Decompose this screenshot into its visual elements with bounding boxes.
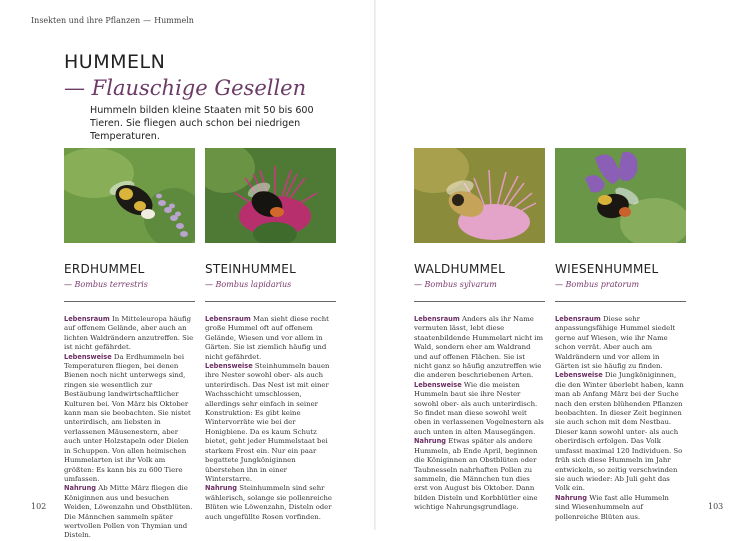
running-head: [31, 16, 194, 25]
text-lebensweise: Wie die meisten Hummeln baut sie ihre Nester sowohl ober- als auch unterirdisch. So findet man diese sowohl weit oben in verlassenen Vogelnestern als auch unten in alten Mausegängen.: [414, 380, 544, 436]
species-name: ERDHUMMEL: [64, 262, 145, 276]
species-latin-name: — Bombus terrestris: [64, 280, 148, 289]
label-lebensweise: Lebensweise: [64, 352, 112, 361]
running-head-section: Insekten und ihre Pflanzen: [31, 16, 141, 25]
running-head-separator: —: [143, 16, 152, 25]
species-text-steinhummel: [205, 315, 335, 522]
text-lebensraum: Diese sehr anpassungsfähige Hummel siedelt gerne auf Wiesen, wie ihr Name schon verrät. Aber auch am Waldrändern und vor allem in Gärten ist sie häufig zu finden.: [555, 315, 676, 371]
page-number-left: 102: [31, 502, 47, 511]
text-lebensweise: Die Jungköniginnen, die den Winter überlebt haben, kann man ab Anfang März bei der Suche nach den ersten blühenden Pflanzen beobachten. In dieser Zeit beginnen sie auch schon mit dem Nestbau. Dieser kann sowohl unter- als auch oberirdisch erfolgen. Das Volk umfasst maximal 120 Individuen. So früh sich diese Hummeln im Jahr entwickeln, so zeitig verschwinden sie auch wieder: Ab Juli geht das Volk ein.: [555, 371, 684, 493]
label-lebensweise: Lebensweise: [205, 362, 253, 371]
lead-paragraph: Hummeln bilden kleine Staaten mit 50 bis 600 Tieren. Sie fliegen auch schon bei niedrigen Temperaturen.: [90, 105, 314, 142]
species-name: WIESENHUMMEL: [555, 262, 659, 276]
divider: [555, 301, 686, 302]
species-name: WALDHUMMEL: [414, 262, 506, 276]
divider: [64, 301, 195, 302]
label-lebensraum: Lebensraum: [555, 315, 601, 323]
text-nahrung: Steinhummeln sind sehr wählerisch, solange sie pollenreiche Blüten wie Löwenzahn, Disteln oder auch ungefüllte Rosen vorfinden.: [205, 484, 332, 521]
text-lebensraum: Man sieht diese recht große Hummel oft auf offenem Gelände, Wiesen und vor allem in Gärten. Sie ist ziemlich häufig und nicht gefährdet.: [205, 315, 329, 361]
label-nahrung: Nahrung: [64, 484, 97, 493]
text-nahrung: Wie fast alle Hummeln sind Wiesenhummeln auf pollenreiche Blüten aus.: [555, 493, 669, 521]
text-lebensweise: Steinhummeln bauen ihre Nester sowohl ober- als auch unterirdisch. Das Nest ist mit einer Wachsschicht umschlossen, allerdings sehr einfach in seiner Konstruktion: Es gibt keine Wintervorräte wie bei der Honigbiene. Da es kaum Schutz bietet, geht jeder Hummelstaat bei starkem Frost ein. Nur ein paar begattete Jungköniginnen überstehen ihn in einer Winterstarre.: [205, 362, 330, 483]
photo-erdhummel: [64, 148, 195, 243]
species-text-erdhummel: [64, 315, 194, 541]
label-lebensweise: Lebensweise: [555, 371, 603, 380]
species-heading-steinhummel: [205, 262, 336, 289]
text-lebensraum: Anders als ihr Name vermuten lässt, lebt diese staatenbildende Hummelart nicht im Wald, sondern eher am Waldrand und auf offenen Flächen. Sie ist nicht ganz so häufig anzutreffen wie die anderen beschriebenen Arten.: [414, 315, 544, 380]
label-lebensraum: Lebensraum: [205, 315, 251, 323]
label-lebensraum: Lebensraum: [414, 315, 460, 323]
book-gutter: [374, 0, 376, 530]
text-lebensraum: In Mitteleuropa häufig auf offenem Gelände, aber auch an lichten Waldrändern anzutreffen. Sie ist nicht gefährdet.: [64, 315, 194, 352]
photo-steinhummel: [205, 148, 336, 243]
label-nahrung: Nahrung: [414, 437, 447, 446]
photo-waldhummel: [414, 148, 545, 243]
page-number-right: 103: [708, 502, 724, 511]
text-lebensweise: Da Erdhummeln bei Temperaturen fliegen, bei denen Bienen noch nicht unterwegs sind, ringen sie wesentlich zur Bestäubung landwirtschaftlicher Kulturen bei. Von März bis Oktober kann man sie beobachten. Sie nistet unterirdisch, am liebsten in verlassenen Mäusenestern, aber auch unter Holzstapeln oder Dielen in Schuppen. Von allen heimischen Hummelarten ist ihr Volk am größten: Es kann bis zu 600 Tiere umfassen.: [64, 352, 191, 483]
page-title: HUMMELN: [64, 51, 166, 73]
species-text-waldhummel: [414, 315, 544, 513]
page-subtitle: — Flauschige Gesellen: [64, 76, 307, 100]
label-nahrung: Nahrung: [205, 484, 238, 493]
text-nahrung: Etwas später als andere Hummeln, ab Ende April, beginnen die Königinnen an Obstblüten oder Taubnesseln nahrhaften Pollen zu sammeln, die Männchen tun dies erst von August bis Oktober. Dann bilden Disteln und Korbblütler eine wichtige Nahrungsgrundlage.: [414, 437, 538, 512]
species-latin-name: — Bombus sylvarum: [414, 280, 497, 289]
species-heading-erdhummel: [64, 262, 195, 289]
species-heading-wiesenhummel: [555, 262, 686, 289]
divider: [205, 301, 336, 302]
species-latin-name: — Bombus pratorum: [555, 280, 640, 289]
species-name: STEINHUMMEL: [205, 262, 297, 276]
running-head-topic: Hummeln: [154, 16, 194, 25]
species-text-wiesenhummel: [555, 315, 685, 522]
photo-wiesenhummel: [555, 148, 686, 243]
label-lebensraum: Lebensraum: [64, 315, 110, 323]
divider: [414, 301, 545, 302]
label-nahrung: Nahrung: [555, 493, 588, 502]
label-lebensweise: Lebensweise: [414, 380, 462, 389]
species-heading-waldhummel: [414, 262, 545, 289]
text-nahrung: Ab Mitte März fliegen die Königinnen aus und besuchen Weiden, Löwenzahn und Obstblüten. Die Männchen sammeln später wertvollen Pollen von Thymian und Disteln.: [64, 484, 193, 540]
species-latin-name: — Bombus lapidarius: [205, 280, 292, 289]
